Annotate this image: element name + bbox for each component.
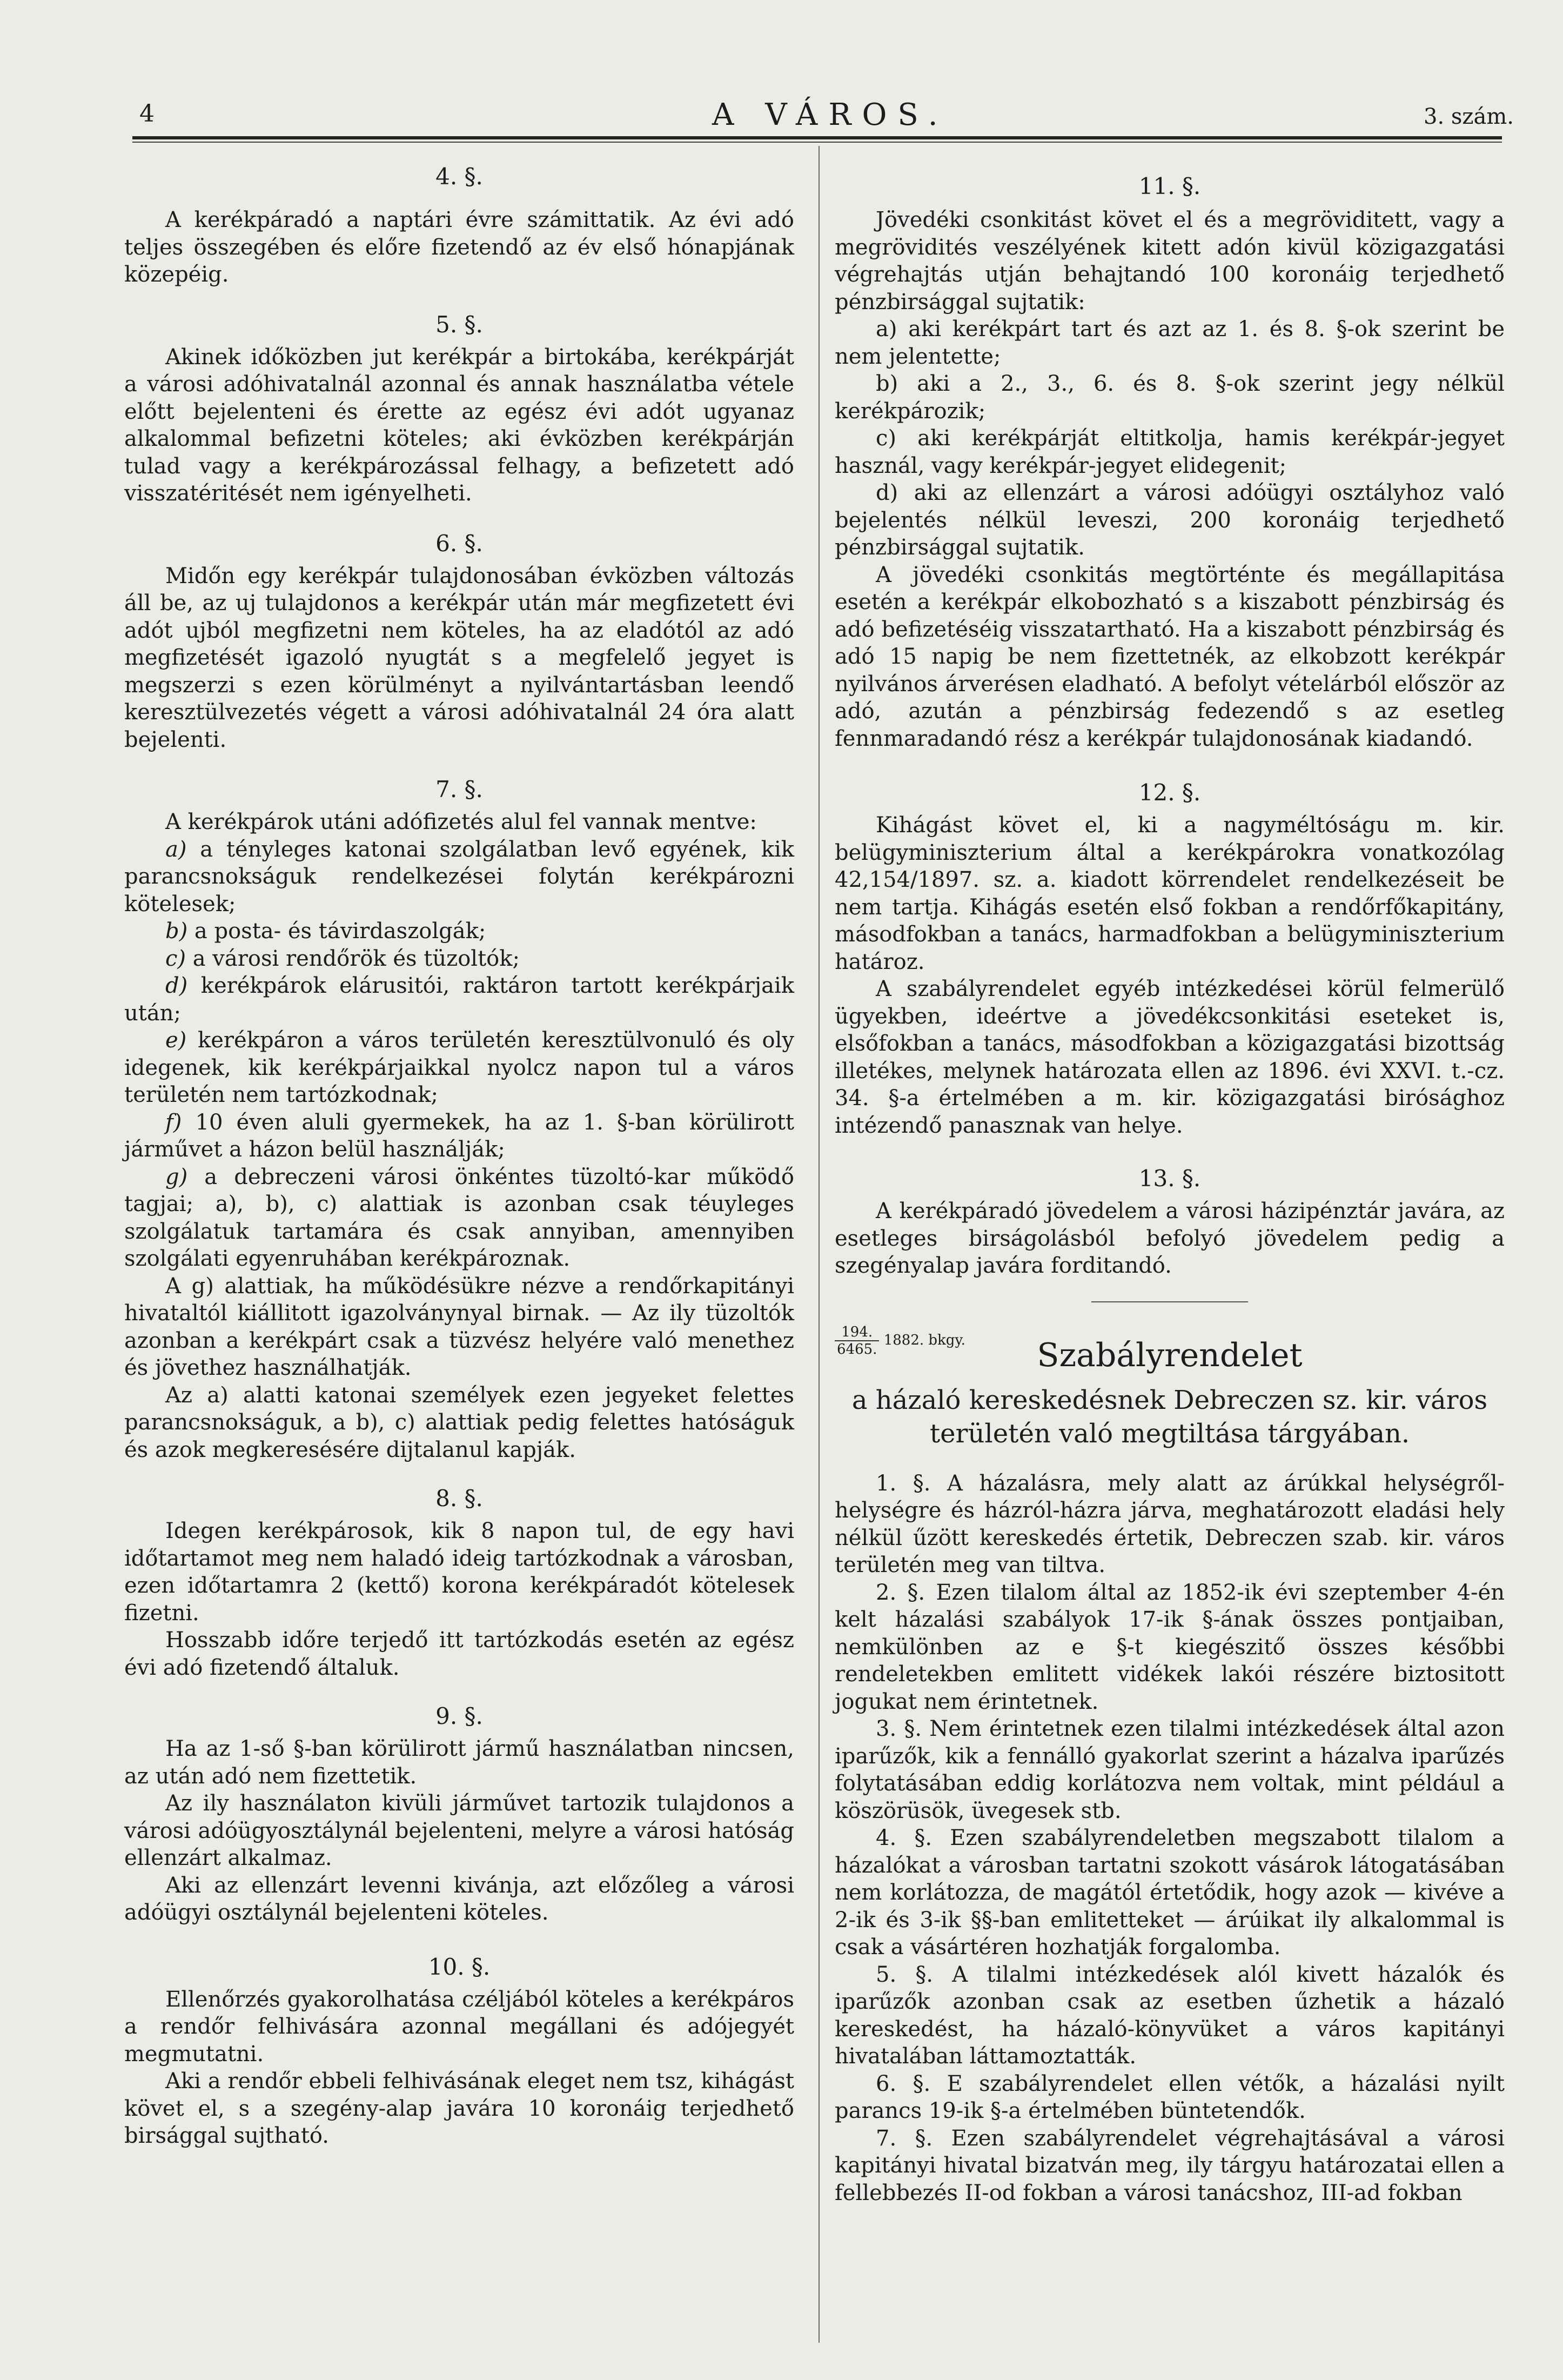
page-number: 4 <box>139 100 155 128</box>
list-item: b) aki a 2., 3., 6. és 8. §-ok szerint jegy nélkül kerékpározik; <box>835 371 1505 424</box>
paragraph: Az ily használaton kivüli járművet tartozik tulajdonos a városi adóügyosztálynál bejelenteni, melyre a városi hatóság ellenzárt alkalmaz. <box>124 1791 794 1870</box>
paragraph: Az a) alatti katonai személyek ezen jegyeket felettes parancsnokságuk, a b), c) alattiak pedig felettes hatóságuk és azok megkeresésére dijtalanul kapják. <box>124 1382 794 1462</box>
paragraph: 5. §. A tilalmi intézkedések alól kivett házalók és iparűzők azonban csak az esetben űzhetik a házaló kereskedést, ha házaló-könyvüket a város kapitányi hivatalában láttamoztatták. <box>835 1962 1505 2069</box>
paragraph: Ha az 1-ső §-ban körülirott jármű használatban nincsen, az után adó nem fizettetik. <box>124 1736 794 1789</box>
issue-number: 3. szám. <box>1424 104 1514 129</box>
paragraph: Akinek időközben jut kerékpár a birtokába, kerékpárját a városi adóhivatalnál azonnal és annak használatba vétele előtt bejelenteni és érette az egész évi adót ugyanaz alkalommal befizetni köteles; aki évközben kerékpárján tulad vagy a kerékpározással felhagy, a befizetett adó visszatéritését nem igényelheti. <box>124 344 794 506</box>
item-mark: e) <box>165 1028 187 1053</box>
item-text: a posta- és távirdaszolgák; <box>187 919 486 944</box>
paragraph: 2. §. Ezen tilalom által az 1852-ik évi szeptember 4-én kelt házalási szabályok 17-ik §-ának összes pontjaiban, nemkülönben az e §-t kiegészitő összes későbbi rendeletekben emlitett vidékek lakói részére biztositott jogukat nem érintetnek. <box>835 1580 1505 1714</box>
item-text: kerékpáron a város területén keresztülvonuló és oly idegenek, kik kerékpárjaikkal nyolcz napon tul a város területén nem tartózkodnak; <box>124 1028 794 1107</box>
masthead-title: A VÁROS. <box>712 97 949 132</box>
section-heading: 5. §. <box>435 311 483 338</box>
section-heading: 11. §. <box>1138 173 1201 199</box>
decree-reference <box>835 1324 965 1358</box>
section-heading: 13. §. <box>1138 1165 1201 1192</box>
list-item: a) aki kerékpárt tart és azt az 1. és 8. §-ok szerint be nem jelentette; <box>835 317 1505 369</box>
paragraph: 4. §. Ezen szabályrendeletben megszabott tilalom a házalókat a városban tartatni szokott vásárok látogatásában nem korlátozza, de magától értetődik, hogy azok — kivéve a 2-ik és 3-ik §§-ban emlitetteket — árúikat ily alkalommal is csak a vásártéren hozhatják forgalomba. <box>835 1826 1505 1960</box>
list-item <box>124 1027 794 1109</box>
item-text: a tényleges katonai szolgálatban levő egyének, kik parancsnokságuk rendelkezései folytán kerékpározni kötelesek; <box>124 837 794 917</box>
paragraph: Aki az ellenzárt levenni kivánja, azt előzőleg a városi adóügyi osztálynál bejelenteni köteles. <box>124 1873 794 1925</box>
right-column <box>835 146 1505 2207</box>
reference-numerator: 194. <box>835 1324 879 1341</box>
paragraph: 7. §. Ezen szabályrendelet végrehajtásával a városi kapitányi hivatal bizatván meg, ily tárgyu határozatai ellen a fellebbezés II-od fokban a városi tanácshoz, III-ad fokban <box>835 2125 1505 2205</box>
paragraph: Hosszabb időre terjedő itt tartózkodás esetén az egész évi adó fizetendő általuk. <box>124 1628 794 1680</box>
reference-denominator: 6465. <box>837 1341 877 1358</box>
paragraph: Idegen kerékpárosok, kik 8 napon tul, de egy havi időtartamot meg nem haladó ideig tartózkodnak a városban, ezen időtartamra 2 (kettő) korona kerékpáradót kötelesek fizetni. <box>124 1519 794 1626</box>
paragraph: Kihágást követ el, ki a nagyméltóságu m. kir. belügyminiszterium által a kerékpárokra vonatkozólag 42,154/1897. sz. a. kiadott körrendelet rendelkezéseit be nem tartja. Kihágás esetén első fokban a rendőrfőkapitány, másodfokban a tanács, harmadfokban a belügyminiszterium határoz. <box>835 813 1505 974</box>
list-item <box>124 918 794 945</box>
paragraph: A kerékpáradó jövedelem a városi házipénztár javára, az esetleges birságolásból befolyó jövedelem pedig a szegényalap javára forditandó. <box>835 1199 1505 1278</box>
decree-subtitle: a házaló kereskedésnek Debreczen sz. kir. város területén való megtiltása tárgyában. <box>851 1385 1488 1449</box>
header-rule-thin <box>132 142 1502 143</box>
header-rule <box>132 136 1502 139</box>
paragraph: 1. §. A házalásra, mely alatt az árúkkal helységről-helységre és házról-házra járva, meghatározott eladási hely nélkül űzött kereskedés értetik, Debreczen szab. kir. város területén meg van tiltva. <box>835 1470 1505 1577</box>
list-item <box>124 836 794 918</box>
paragraph: A kerékpárok utáni adófizetés alul fel vannak mentve: <box>165 810 757 834</box>
item-text: a városi rendőrök és tüzoltók; <box>186 946 520 971</box>
item-mark: a) <box>165 837 187 862</box>
list-item: d) aki az ellenzárt a városi adóügyi osztályhoz való bejelentés nélkül leveszi, 200 koronáig terjedhető pénzbirsággal sujtatik. <box>835 480 1505 560</box>
section-heading: 10. §. <box>428 1953 491 1980</box>
item-mark: b) <box>165 919 188 944</box>
column-divider <box>819 146 820 2343</box>
paragraph: A jövedéki csonkitás megtörténte és megállapitása esetén a kerékpár elkobozható s a kiszabott pénzbirság és adó befizetéséig visszatartható. Ha a kiszabott pénzbirság és adó 15 napig be nem fizettetnék, az elkobzott kerékpár nyilvános árverésen eladható. A befolyt vételárból először az adó, azután a pénzbirság fedezendő s az esetleg fennmaradandó rész a kerékpár tulajdonosának kiadandó. <box>835 562 1505 751</box>
section-heading: 9. §. <box>435 1703 483 1729</box>
list-item <box>124 945 794 973</box>
item-mark: d) <box>165 973 188 998</box>
paragraph: A g) alattiak, ha működésükre nézve a rendőrkapitányi hivataltól kiállitott igazolványnyal birnak. — Az ily tüzoltók azonban a kerékpárt csak a tüzvész helyére való menethez és jövethez használhatják. <box>124 1273 794 1380</box>
reference-suffix: 1882. bkgy. <box>883 1332 965 1348</box>
section-heading: 12. §. <box>1138 779 1201 806</box>
paragraph: 6. §. E szabályrendelet ellen vétők, a házalási nyilt parancs 19-ik §-a értelmében büntetendők. <box>835 2071 1505 2123</box>
section-heading: 6. §. <box>435 530 483 557</box>
paragraph: Jövedéki csonkitást követ el és a megröviditett, vagy a megrövidités veszélyének kitett adón kivül közigazgatási végrehajtás utján behajtandó 100 koronáig terjedhető pénzbirsággal sujtatik: <box>835 208 1505 315</box>
section-heading: 7. §. <box>435 776 483 803</box>
list-item <box>124 1164 794 1273</box>
paragraph: Midőn egy kerékpár tulajdonosában évközben változás áll be, az uj tulajdonos a kerékpár után már megfizetett évi adót ujból megfizetni nem köteles, ha az eladótól az adó megfizetését igazoló nyugtát s a megfelelő jegyet is megszerzi s ezen körülményt a nyilvántartásban leendő keresztülvezetés végett a városi adóhivatalnál 24 óra alatt bejelenti. <box>124 563 794 752</box>
paragraph: Aki a rendőr ebbeli felhivásának eleget nem tsz, kihágást követ el, s a szegény-alap javára 10 koronáig terjedhető birsággal sujtható. <box>124 2069 794 2148</box>
list-item <box>124 972 794 1027</box>
paragraph: Ellenőrzés gyakorolhatása czéljából köteles a kerékpáros a rendőr felhivására azonnal megállani és adójegyét megmutatni. <box>124 1987 794 2067</box>
paragraph: A kerékpáradó a naptári évre számittatik. Az évi adó teljes összegében és előre fizetendő az év első hónapjának közepéig. <box>124 208 794 287</box>
decree-title: Szabályrendelet <box>1037 1336 1303 1374</box>
paragraph: 3. §. Nem érintetnek ezen tilalmi intézkedések által azon iparűzők, kik a fennálló gyakorlat szerint a házalva iparűzés folytatásában eddig korlátozva nem voltak, mint például a köszörüsök, üvegesek stb. <box>835 1716 1505 1823</box>
item-text: kerékpárok elárusitói, raktáron tartott kerékpárjaik után; <box>124 973 794 1026</box>
item-text: a debreczeni városi önkéntes tüzoltó-kar működő tagjai; a), b), c) alattiak is azonban csak téuyleges szolgálatuk tartamára és csak annyiban, amennyiben szolgálati egyenruhában kerékpároznak. <box>124 1164 794 1271</box>
section-heading: 8. §. <box>435 1485 483 1512</box>
paragraph: A szabályrendelet egyéb intézkedései körül felmerülő ügyekben, ideértve a jövedékcsonkitási eseteket is, elsőfokban a tanács, másodfokban a közigazgatási bizottság illetékes, melynek határozata ellen az 1896. évi XXVI. t.-cz. 34. §-a értelmében a m. kir. közigazgatási birósághoz intézendő panasznak van helye. <box>835 977 1505 1138</box>
list-item: c) aki kerékpárját eltitkolja, hamis kerékpár-jegyet használ, vagy kerékpár-jegyet elidegenit; <box>835 426 1505 478</box>
item-mark: g) <box>165 1164 188 1189</box>
item-mark: c) <box>165 946 186 971</box>
left-column <box>124 146 794 2150</box>
list-item <box>124 1109 794 1164</box>
section-heading: 4. §. <box>435 163 483 190</box>
item-text: 10 éven aluli gyermekek, ha az 1. §-ban körülirott járművet a házon belül használják; <box>124 1109 794 1162</box>
decree-block <box>835 1324 1505 2207</box>
section-separator <box>1091 1301 1248 1302</box>
item-mark: f) <box>165 1109 182 1135</box>
